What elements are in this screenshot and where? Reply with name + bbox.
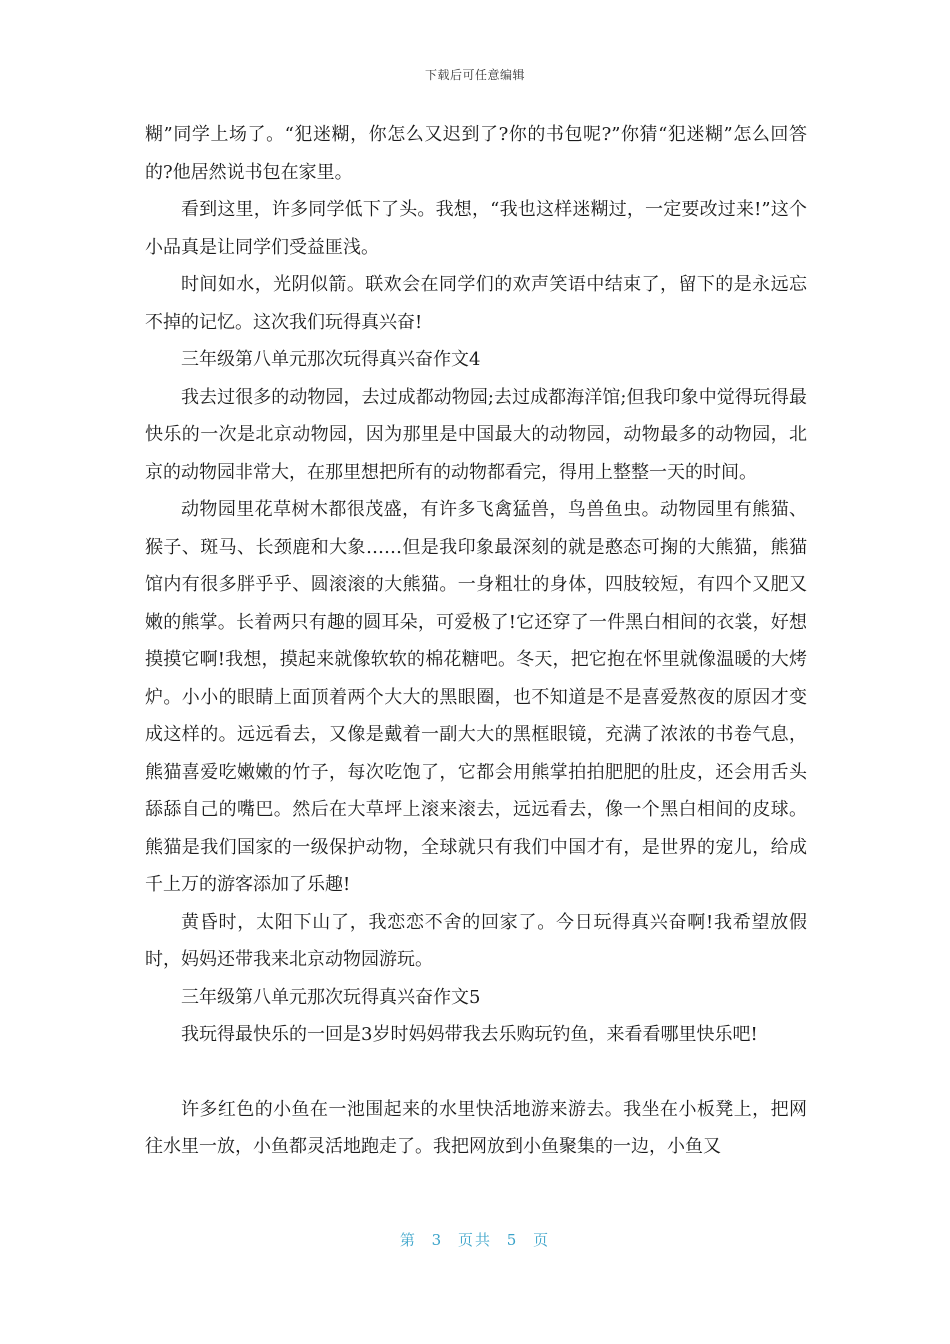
paragraph: 我去过很多的动物园，去过成都动物园;去过成都海洋馆;但我印象中觉得玩得最快乐的一次是北京动物园，因为那里是中国最大的动物园，动物最多的动物园，北京的动物园非常大，在那里想把所有的动物都看完，得用上整整一天的时间。 — [145, 386, 807, 483]
page-number: 第 3 页共 5 页 — [399, 1231, 551, 1249]
section-heading: 三年级第八单元那次玩得真兴奋作文4 — [181, 349, 481, 370]
paragraph: 黄昏时，太阳下山了，我恋恋不舍的回家了。今日玩得真兴奋啊!我希望放假时，妈妈还带我来北京动物园游玩。 — [145, 911, 807, 970]
paragraph: 时间如水，光阴似箭。联欢会在同学们的欢声笑语中结束了，留下的是永远忘不掉的记忆。这次我们玩得真兴奋! — [145, 274, 807, 333]
paragraph: 许多红色的小鱼在一池围起来的水里快活地游来游去。我坐在小板凳上，把网往水里一放，小鱼都灵活地跑走了。我把网放到小鱼聚集的一边，小鱼又 — [145, 1098, 807, 1157]
paragraph: 动物园里花草树木都很茂盛，有许多飞禽猛兽，鸟兽鱼虫。动物园里有熊猫、猴子、斑马、长颈鹿和大象……但是我印象最深刻的就是憨态可掬的大熊猫，熊猫馆内有很多胖乎乎、圆滚滚的大熊猫。一身粗壮的身体，四肢较短，有四个又肥又嫩的熊掌。长着两只有趣的圆耳朵，可爱极了!它还穿了一件黑白相间的衣裳，好想摸摸它啊!我想，摸起来就像软软的棉花糖吧。冬天，把它抱在怀里就像温暖的大烤炉。小小的眼睛上面顶着两个大大的黑眼圈，也不知道是不是喜爱熬夜的原因才变成这样的。远远看去，又像是戴着一副大大的黑框眼镜，充满了浓浓的书卷气息，熊猫喜爱吃嫩嫩的竹子，每次吃饱了，它都会用熊掌拍拍肥肥的肚皮，还会用舌头舔舔自己的嘴巴。然后在大草坪上滚来滚去，远远看去，像一个黑白相间的皮球。熊猫是我们国家的一级保护动物，全球就只有我们中国才有，是世界的宠儿，给成千上万的游客添加了乐趣! — [145, 499, 807, 895]
section-heading: 三年级第八单元那次玩得真兴奋作文5 — [181, 986, 481, 1008]
page-header: 下载后可任意编辑 — [424, 68, 525, 82]
document-body — [145, 116, 807, 1166]
paragraph: 我玩得最快乐的一回是3岁时妈妈带我去乐购玩钓鱼，来看看哪里快乐吧! — [181, 1024, 758, 1045]
paragraph-gap — [145, 1054, 807, 1091]
paragraph: 看到这里，许多同学低下了头。我想，“我也这样迷糊过，一定要改过来!”这个小品真是让同学们受益匪浅。 — [145, 199, 807, 258]
paragraph: 糊”同学上场了。“犯迷糊，你怎么又迟到了?你的书包呢?”你猜“犯迷糊”怎么回答的?他居然说书包在家里。 — [145, 124, 807, 183]
